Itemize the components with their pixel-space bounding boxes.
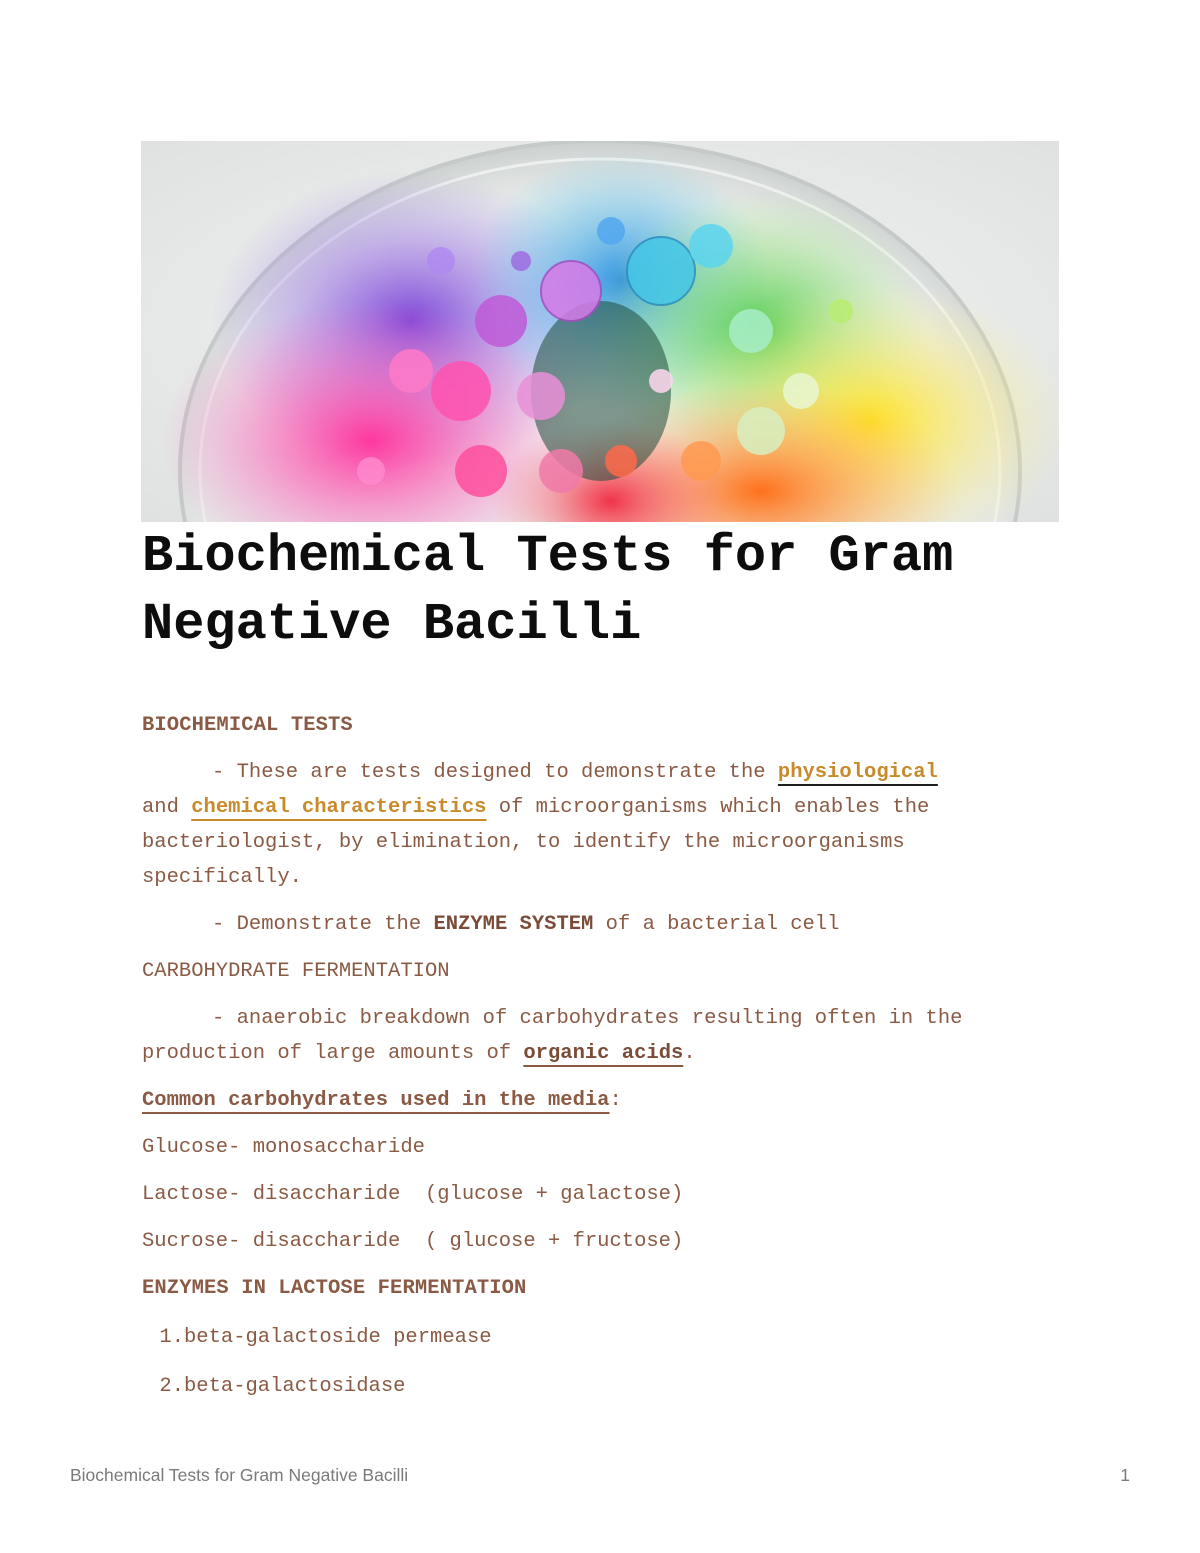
- biochemical-tests-enzyme-note: [142, 907, 1062, 942]
- enzyme-note-suffix: of a bacterial cell: [593, 913, 840, 936]
- biochemical-tests-definition: [142, 755, 1062, 895]
- definition-and: and: [142, 796, 192, 819]
- list-item: [142, 1369, 1062, 1404]
- definition-suffix: of microorganisms which enables the bacteriologist, by elimination, to identify the microorganisms specifically.: [142, 796, 930, 889]
- petri-dish-icon: [141, 141, 1059, 522]
- carbohydrate-item: Lactose- disaccharide (glucose + galactose): [142, 1183, 684, 1206]
- list-item-text: beta-galactosidase: [184, 1375, 406, 1398]
- term-chemical-characteristics: chemical characteristics: [191, 796, 487, 819]
- section-heading-biochemical-tests: BIOCHEMICAL TESTS: [142, 714, 353, 737]
- term-organic-acids: organic acids: [523, 1042, 684, 1065]
- footer-page-number: 1: [1120, 1465, 1130, 1485]
- cover-image: [141, 141, 1059, 522]
- common-carbohydrates-colon: :: [609, 1089, 622, 1112]
- page-title: Biochemical Tests for Gram Negative Bacilli: [142, 527, 954, 654]
- document-body: [142, 708, 1062, 1404]
- footer-title: Biochemical Tests for Gram Negative Bacilli: [70, 1465, 409, 1485]
- carbohydrate-item: Glucose- monosaccharide: [142, 1136, 425, 1159]
- enzyme-note-prefix: - Demonstrate the: [212, 913, 434, 936]
- common-carbohydrates-label: Common carbohydrates used in the media: [142, 1089, 610, 1112]
- list-item: [142, 1320, 1062, 1355]
- fermentation-prefix: - anaerobic breakdown of carbohydrates resulting often in the production of large amounts of: [142, 1007, 963, 1065]
- section-heading-enzymes: ENZYMES IN LACTOSE FERMENTATION: [142, 1277, 527, 1300]
- section-heading-carbohydrate-fermentation: CARBOHYDRATE FERMENTATION: [142, 960, 450, 983]
- list-item-number: 2.: [159, 1375, 184, 1398]
- fermentation-suffix: .: [683, 1042, 696, 1065]
- definition-prefix: - These are tests designed to demonstrate the: [212, 761, 778, 784]
- list-item-text: beta-galactoside permease: [184, 1326, 492, 1349]
- list-item-number: 1.: [159, 1326, 184, 1349]
- common-carbohydrates-heading: [142, 1083, 1062, 1118]
- term-enzyme-system: ENZYME SYSTEM: [433, 913, 594, 936]
- enzymes-list: [142, 1320, 1062, 1404]
- carbohydrate-fermentation-definition: [142, 1001, 1062, 1071]
- term-physiological: physiological: [777, 761, 938, 784]
- carbohydrate-item: Sucrose- disaccharide ( glucose + fructose): [142, 1230, 684, 1253]
